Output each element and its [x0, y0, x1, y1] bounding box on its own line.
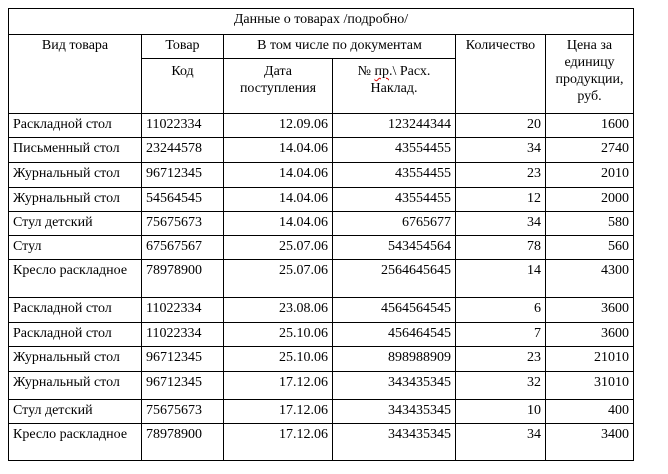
- header-price-line-2: единицу: [564, 55, 615, 70]
- products-table: [8, 8, 634, 461]
- cell-price: 1600: [546, 114, 634, 138]
- cell-product-name: Стул: [9, 236, 142, 260]
- cell-invoice: 343435345: [333, 424, 456, 461]
- title-row: [9, 9, 634, 35]
- cell-date: 25.07.06: [224, 260, 333, 298]
- cell-price: 3600: [546, 298, 634, 323]
- header-date-line-2: поступления: [239, 81, 317, 96]
- cell-quantity: 7: [456, 323, 546, 347]
- cell-code: 78978900: [142, 260, 224, 298]
- cell-quantity: 10: [456, 400, 546, 424]
- cell-code: 75675673: [142, 400, 224, 424]
- cell-price: 400: [546, 400, 634, 424]
- header-goods: Товар: [142, 35, 224, 59]
- cell-invoice: 456464545: [333, 323, 456, 347]
- cell-date: 12.09.06: [224, 114, 333, 138]
- header-invoice-line-2: Наклад.: [370, 81, 418, 96]
- header-date: [224, 59, 333, 114]
- cell-product-name: Журнальный стол: [9, 163, 142, 188]
- cell-product-name: Раскладной стол: [9, 298, 142, 323]
- cell-product-name: Стул детский: [9, 400, 142, 424]
- cell-invoice: 6765677: [333, 212, 456, 236]
- cell-code: 11022334: [142, 114, 224, 138]
- cell-date: 14.04.06: [224, 163, 333, 188]
- products-sheet: [8, 8, 634, 461]
- cell-code: 54564545: [142, 188, 224, 212]
- header-invoice-part-2: пр: [374, 64, 389, 79]
- cell-code: 96712345: [142, 163, 224, 188]
- cell-invoice: 43554455: [333, 188, 456, 212]
- table-row: [9, 372, 634, 400]
- table-row: [9, 236, 634, 260]
- cell-date: 14.04.06: [224, 188, 333, 212]
- cell-price: 560: [546, 236, 634, 260]
- header-code: Код: [142, 59, 224, 114]
- cell-code: 78978900: [142, 424, 224, 461]
- cell-quantity: 34: [456, 212, 546, 236]
- table-row: [9, 260, 634, 298]
- cell-product-name: Раскладной стол: [9, 114, 142, 138]
- header-invoice: [333, 59, 456, 114]
- cell-quantity: 20: [456, 114, 546, 138]
- cell-date: 17.12.06: [224, 372, 333, 400]
- table-row: [9, 298, 634, 323]
- header-product-type: Вид товара: [9, 35, 142, 114]
- cell-date: 25.07.06: [224, 236, 333, 260]
- cell-invoice: 43554455: [333, 138, 456, 163]
- cell-quantity: 32: [456, 372, 546, 400]
- table-row: [9, 114, 634, 138]
- cell-price: 580: [546, 212, 634, 236]
- header-price-line-4: руб.: [577, 89, 602, 104]
- table-row: [9, 424, 634, 461]
- cell-quantity: 23: [456, 163, 546, 188]
- table-row: [9, 138, 634, 163]
- cell-price: 3600: [546, 323, 634, 347]
- table-row: [9, 347, 634, 372]
- cell-date: 25.10.06: [224, 323, 333, 347]
- cell-date: 17.12.06: [224, 424, 333, 461]
- cell-price: 31010: [546, 372, 634, 400]
- cell-product-name: Письменный стол: [9, 138, 142, 163]
- cell-quantity: 78: [456, 236, 546, 260]
- cell-code: 75675673: [142, 212, 224, 236]
- cell-code: 67567567: [142, 236, 224, 260]
- cell-code: 96712345: [142, 372, 224, 400]
- cell-date: 25.10.06: [224, 347, 333, 372]
- cell-date: 23.08.06: [224, 298, 333, 323]
- cell-quantity: 12: [456, 188, 546, 212]
- cell-price: 2740: [546, 138, 634, 163]
- cell-price: 4300: [546, 260, 634, 298]
- cell-code: 96712345: [142, 347, 224, 372]
- cell-invoice: 2564645645: [333, 260, 456, 298]
- cell-price: 2000: [546, 188, 634, 212]
- header-by-documents: В том числе по документам: [224, 35, 456, 59]
- cell-code: 23244578: [142, 138, 224, 163]
- cell-product-name: Кресло раскладное: [9, 424, 142, 461]
- header-row-1: [9, 35, 634, 59]
- cell-product-name: Журнальный стол: [9, 188, 142, 212]
- header-quantity: Количество: [456, 35, 546, 114]
- cell-invoice: 343435345: [333, 372, 456, 400]
- table-row: [9, 163, 634, 188]
- cell-code: 11022334: [142, 323, 224, 347]
- header-date-line-1: Дата: [264, 64, 292, 79]
- cell-date: 14.04.06: [224, 212, 333, 236]
- cell-product-name: Журнальный стол: [9, 347, 142, 372]
- header-invoice-part-3: .\ Расх.: [388, 64, 431, 79]
- cell-code: 11022334: [142, 298, 224, 323]
- cell-quantity: 6: [456, 298, 546, 323]
- table-title: Данные о товарах /подробно/: [9, 9, 634, 35]
- cell-invoice: 123244344: [333, 114, 456, 138]
- cell-invoice: 898988909: [333, 347, 456, 372]
- cell-invoice: 43554455: [333, 163, 456, 188]
- cell-product-name: Кресло раскладное: [9, 260, 142, 298]
- cell-price: 3400: [546, 424, 634, 461]
- cell-date: 17.12.06: [224, 400, 333, 424]
- header-price-line-3: продукции,: [555, 72, 624, 87]
- cell-invoice: 4564564545: [333, 298, 456, 323]
- cell-quantity: 34: [456, 424, 546, 461]
- table-row: [9, 188, 634, 212]
- header-invoice-part-1: №: [357, 64, 375, 79]
- cell-invoice: 543454564: [333, 236, 456, 260]
- cell-product-name: Раскладной стол: [9, 323, 142, 347]
- table-row: [9, 400, 634, 424]
- header-price-line-1: Цена за: [566, 38, 613, 53]
- cell-invoice: 343435345: [333, 400, 456, 424]
- cell-price: 21010: [546, 347, 634, 372]
- cell-product-name: Стул детский: [9, 212, 142, 236]
- cell-quantity: 23: [456, 347, 546, 372]
- cell-price: 2010: [546, 163, 634, 188]
- cell-product-name: Журнальный стол: [9, 372, 142, 400]
- table-row: [9, 212, 634, 236]
- table-row: [9, 323, 634, 347]
- cell-date: 14.04.06: [224, 138, 333, 163]
- header-price: [546, 35, 634, 114]
- cell-quantity: 14: [456, 260, 546, 298]
- cell-quantity: 34: [456, 138, 546, 163]
